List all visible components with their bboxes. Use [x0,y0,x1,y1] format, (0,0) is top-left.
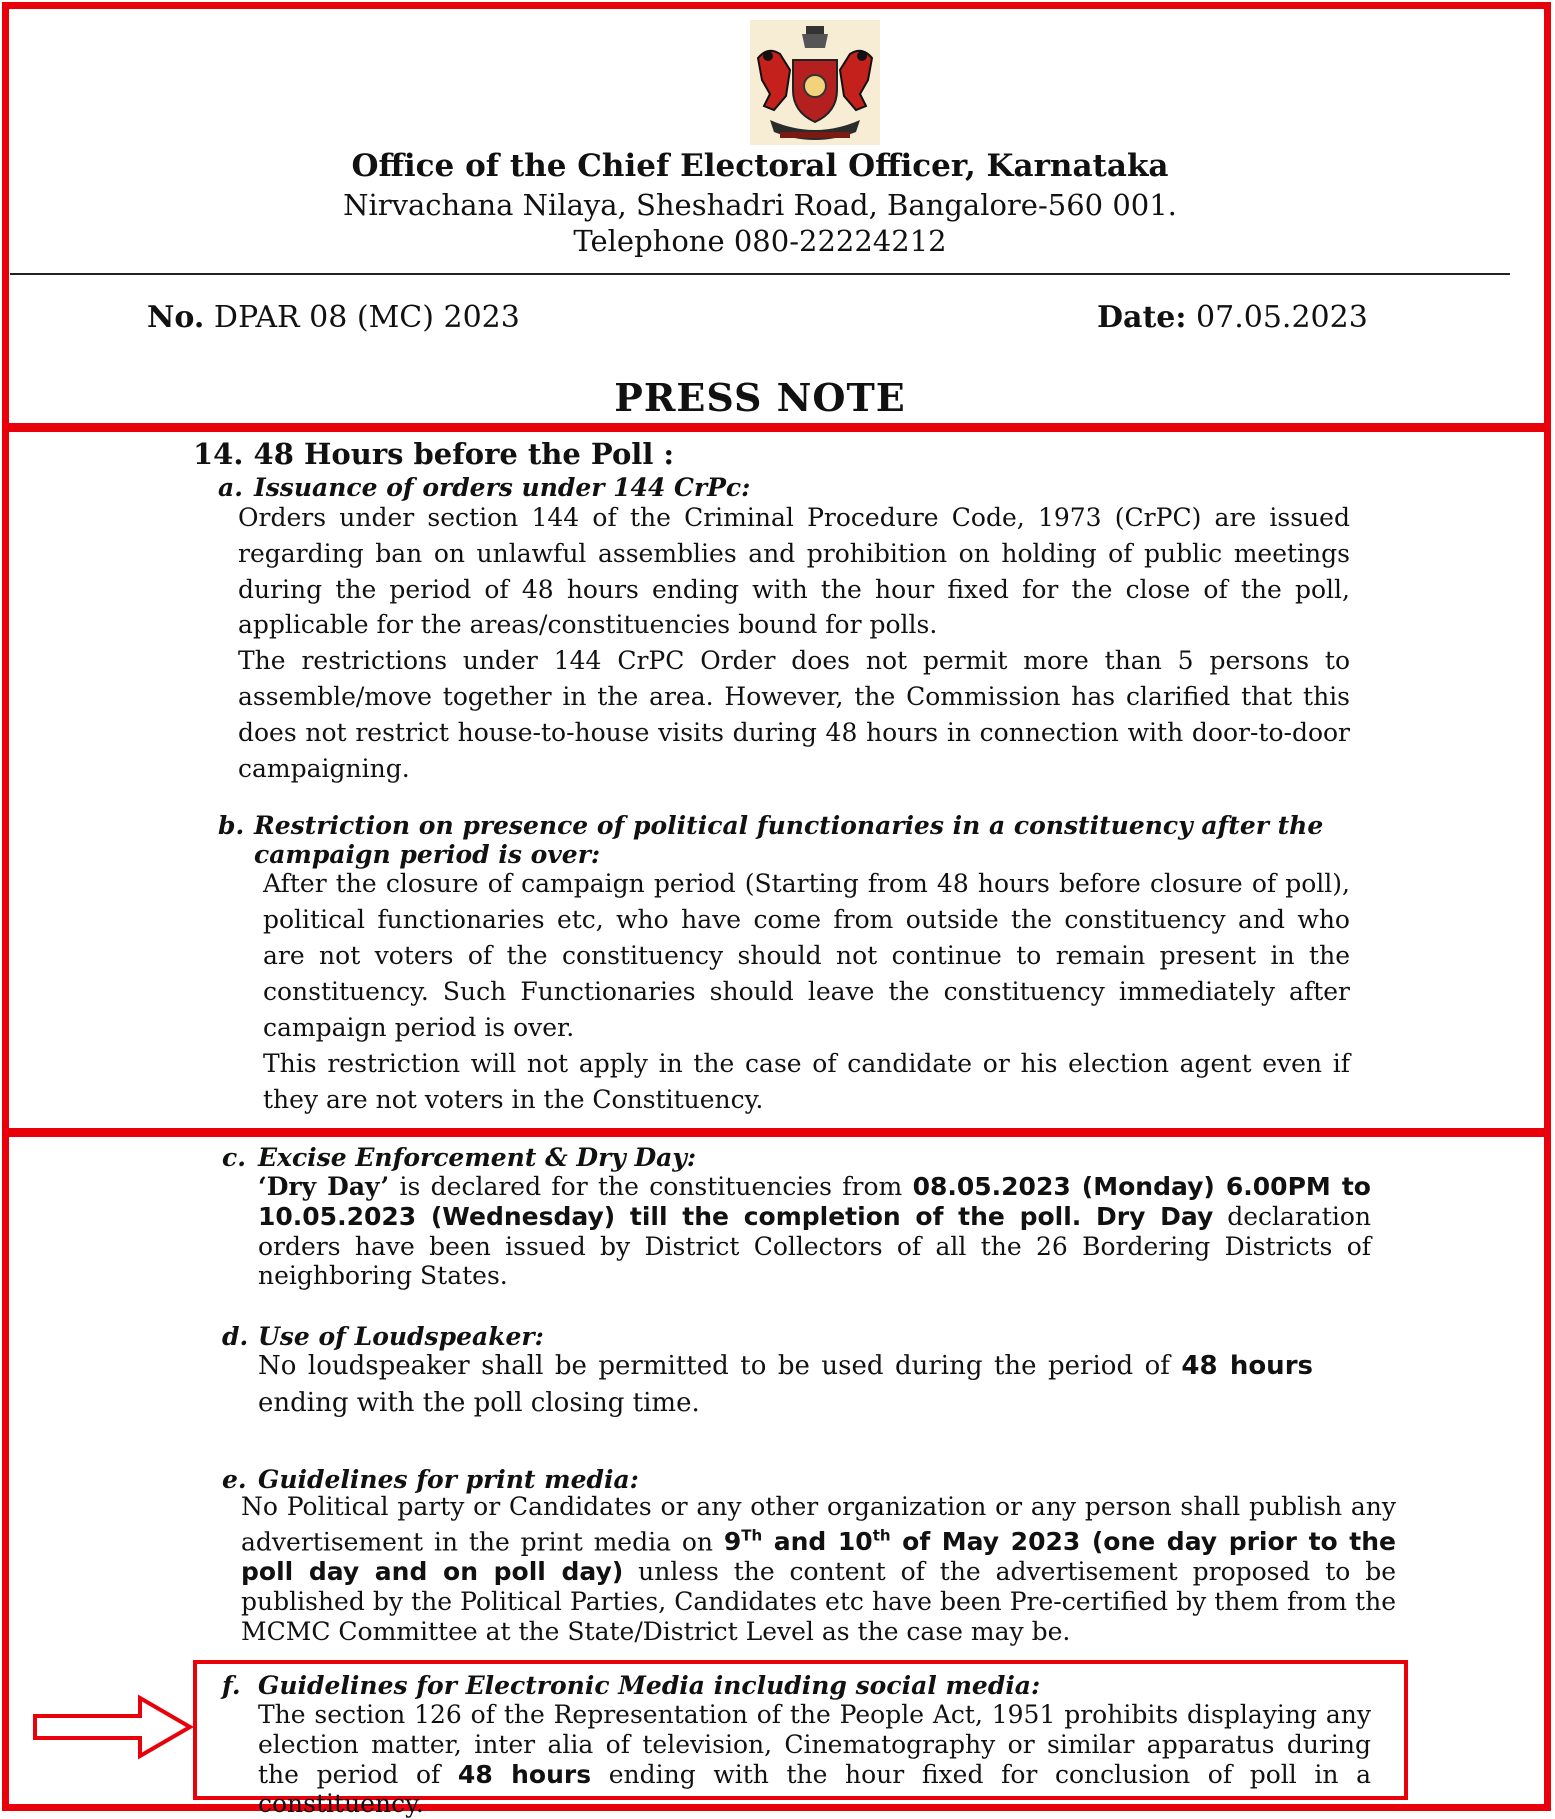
dry-day-period: 08.05.2023 (Monday) 6.00PM to 10.05.2023 (Wednesday) till the completion of the poll. Dry Day [258,1172,1371,1231]
section-f-title-text: Guidelines for Electronic Media including social media: [258,1671,1041,1700]
section-e-text-2: unless the content of the advertisement proposed to be published by the Political Parties, Candidates etc have been Pre-certified by them from the MCMC Committee at the State/District Level as the case may be. [241,1556,1396,1646]
section-e-text-1: No Political party or Candidates or any other organization or any person shall publish any advertisement in the print media on [241,1492,1396,1557]
section-a-title-text: Issuance of orders under 144 CrPc: [254,473,751,502]
section-c-text-2: declaration orders have been issued by District Collectors of all the 26 Bordering Districts of neighboring States. [258,1201,1371,1291]
section-f-text-1: The section 126 of the Representation of the People Act, 1951 prohibits displaying any election matter, inter alia of television, Cinematography or similar apparatus during the period of [258,1700,1371,1789]
section-b-title-line-1: Restriction on presence of political functionaries in a constituency after the [254,811,1324,840]
section-c-body [258,1172,1371,1291]
section-e-letter: e. [222,1465,247,1494]
section-a-paragraph-2: The restrictions under 144 CrPC Order does not permit more than 5 persons to assemble/move together in the area. However, the Commission has clarified that this does not restrict house-to-house visits during 48 hours in connection with door-to-door campaigning. [238,646,1350,783]
section-e-body [241,1492,1396,1646]
section-a-letter: a. [218,473,243,502]
section-f-body [258,1700,1371,1819]
header-divider [10,273,1510,275]
section-e-title-text: Guidelines for print media: [258,1465,639,1494]
karnataka-emblem-icon [750,20,880,145]
section-f-text-2: ending with the hour fixed for conclusion of poll in a constituency. [258,1759,1372,1819]
section-a-title [218,473,750,502]
section-d-body [258,1348,1313,1422]
section-a-body [238,500,1350,786]
section-e-day-10: and 10 [762,1527,873,1557]
section-14-heading: 14. 48 Hours before the Poll : [193,437,675,471]
section-b-title [218,811,1323,840]
section-b-paragraph-1: After the closure of campaign period (Starting from 48 hours before closure of poll), political functionaries etc, who have come from outside the constituency and who are not voters of the constituency should not continue to remain present in the constituency. Such Functionaries should leave the constituency immediately after campaign period is over. [263,869,1350,1042]
section-c-title [222,1143,696,1172]
section-d-duration: 48 hours [1181,1351,1313,1381]
section-b-title-line-2: campaign period is over: [254,840,601,869]
section-d-title [222,1322,544,1351]
document-date [1097,300,1368,335]
document-date-label: Date: [1097,300,1187,335]
office-name: Office of the Chief Electoral Officer, Karnataka [351,148,1169,184]
section-a-paragraph-1: Orders under section 144 of the Criminal Procedure Code, 1973 (CrPC) are issued regarding ban on unlawful assemblies and prohibition on holding of public meetings during the period of 48 hours ending with the hour fixed for the close of the poll, applicable for the areas/constituencies bound for polls. [238,503,1350,640]
section-e-month: of May 2023 (one day prior to the poll day and on poll day) [241,1527,1397,1586]
press-note-title: PRESS NOTE [614,375,906,420]
right-arrow-icon [30,1692,195,1762]
document-date-value: 07.05.2023 [1196,300,1368,335]
section-d-title-text: Use of Loudspeaker: [258,1322,544,1351]
dry-day-term: ‘Dry Day’ [258,1172,390,1201]
section-c-letter: c. [222,1143,246,1172]
section-b-paragraph-2: This restriction will not apply in the case of candidate or his election agent even if they are not voters in the Constituency. [263,1049,1350,1114]
section-f-duration: 48 hours [457,1759,592,1789]
section-d-letter: d. [222,1322,249,1351]
section-d-text-2: ending with the poll closing time. [258,1388,700,1418]
section-b-body [263,866,1350,1118]
section-e-title [222,1465,639,1494]
section-d-text-1: No loudspeaker shall be permitted to be used during the period of [258,1351,1182,1381]
section-f-letter: f. [222,1671,241,1700]
document-number-value: DPAR 08 (MC) 2023 [213,300,520,335]
section-c-text-1: is declared for the constituencies from [389,1172,913,1201]
section-b-letter: b. [218,811,245,840]
office-telephone: Telephone 080-22224212 [573,224,947,258]
section-f-title [222,1671,1040,1700]
section-c-title-text: Excise Enforcement & Dry Day: [258,1143,697,1172]
document-number [147,300,520,335]
section-e-day-9: 9 [723,1527,742,1557]
section-e-day-10-suffix: th [872,1526,891,1545]
section-e-day-9-suffix: Th [741,1526,763,1545]
office-address: Nirvachana Nilaya, Sheshadri Road, Bangalore-560 001. [343,188,1177,222]
document-number-label: No. [147,300,205,335]
